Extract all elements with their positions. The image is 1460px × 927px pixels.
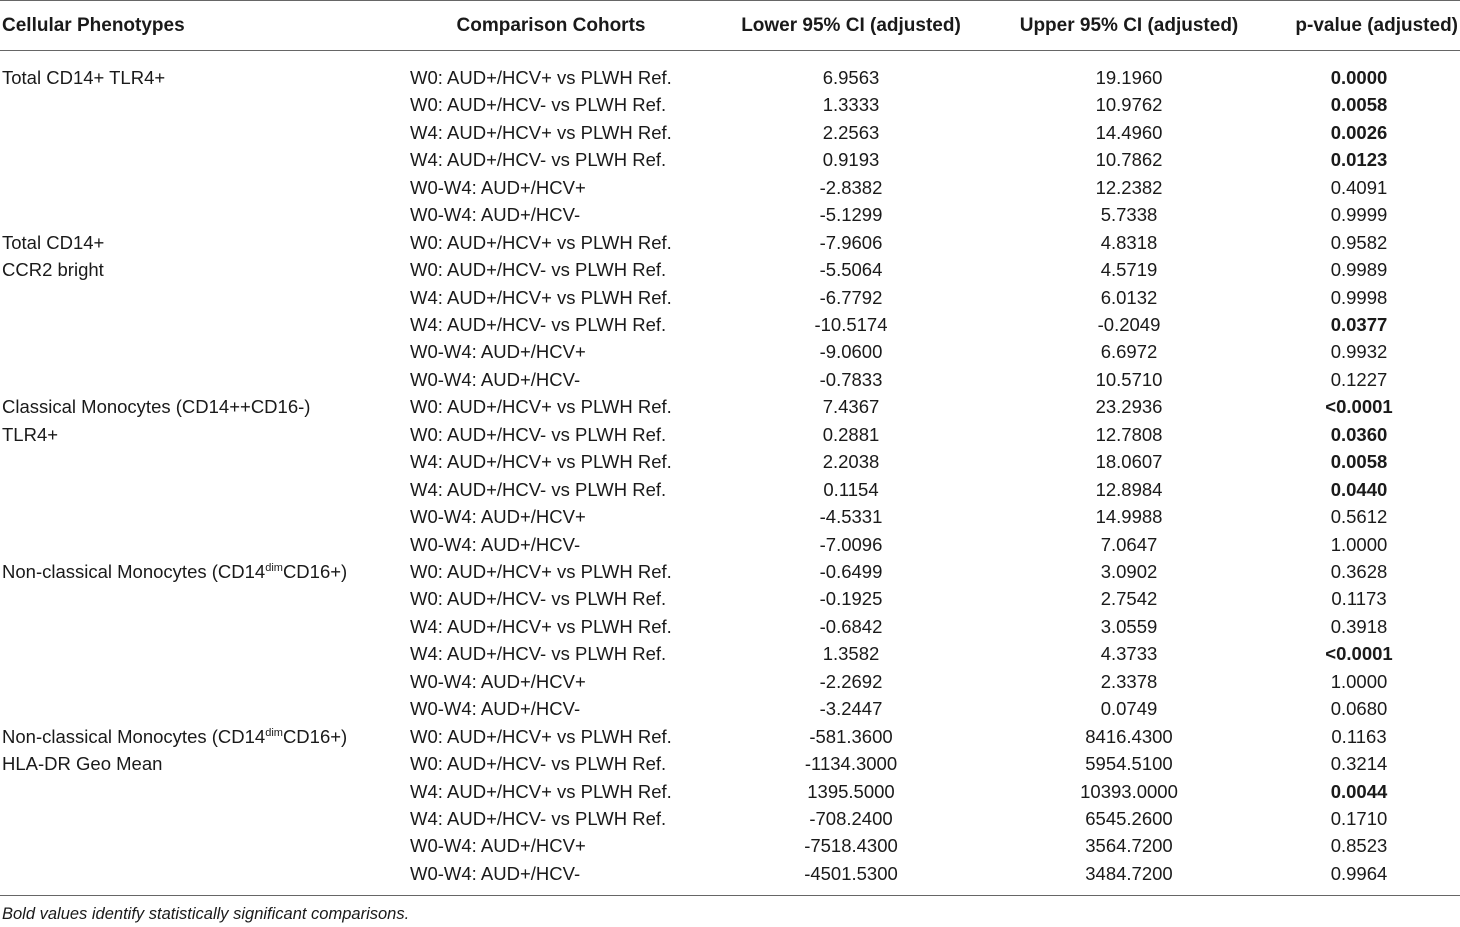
phenotype-text: Total CD14+ TLR4+ — [2, 67, 166, 88]
lower-ci-cell: -5.5064 — [819, 259, 883, 281]
lower-ci-cell: 1.3582 — [822, 643, 880, 665]
pvalue-cell: 0.1710 — [1330, 807, 1388, 829]
pvalue-cell: 0.8523 — [1330, 835, 1388, 857]
cohort-cell: W4: AUD+/HCV- vs PLWH Ref. — [410, 807, 667, 829]
cohort-cell: W0: AUD+/HCV+ vs PLWH Ref. — [410, 67, 672, 88]
table-row — [0, 256, 1460, 283]
phenotype-cell — [0, 256, 400, 283]
lower-ci-cell: 0.1154 — [823, 478, 879, 500]
lower-ci-cell: -708.2400 — [809, 807, 893, 829]
upper-ci-cell: 10.7862 — [1095, 149, 1163, 171]
table-row — [0, 174, 1460, 201]
upper-ci-cell: 3.0559 — [1100, 615, 1158, 637]
phenotype-text: CCR2 bright — [2, 259, 104, 281]
phenotype-cell — [0, 558, 400, 585]
table-row — [0, 311, 1460, 338]
phenotype-cell — [0, 201, 400, 228]
pvalue-cell: <0.0001 — [1325, 396, 1393, 418]
table-row — [0, 119, 1460, 146]
phenotype-cell — [0, 723, 400, 750]
lower-ci-cell: -2.8382 — [819, 176, 883, 198]
cohort-cell: W0-W4: AUD+/HCV- — [410, 533, 581, 555]
upper-ci-cell: -0.2049 — [1097, 313, 1161, 335]
pvalue-cell: 0.0377 — [1330, 313, 1388, 335]
phenotype-cell — [0, 503, 400, 530]
lower-ci-cell: 2.2038 — [822, 451, 880, 473]
phenotype-text: Non-classical Monocytes (CD14 — [2, 560, 266, 582]
lower-ci-cell: -0.6842 — [819, 615, 883, 637]
lower-ci-cell: -581.3600 — [809, 725, 893, 747]
pvalue-cell: 0.9999 — [1330, 204, 1388, 226]
lower-ci-cell: 1.3333 — [822, 94, 880, 116]
upper-ci-cell: 14.4960 — [1095, 121, 1163, 143]
phenotype-cell — [0, 585, 400, 612]
upper-ci-cell: 4.8318 — [1100, 231, 1158, 253]
phenotype-label — [2, 750, 400, 777]
pvalue-cell: 0.5612 — [1330, 506, 1388, 528]
phenotype-cell — [0, 476, 400, 503]
pvalue-cell: 0.4091 — [1330, 176, 1388, 198]
lower-ci-cell: -7.9606 — [819, 231, 883, 253]
phenotype-label — [2, 421, 400, 448]
cohort-cell: W0-W4: AUD+/HCV- — [410, 204, 581, 226]
cohort-cell: W0: AUD+/HCV+ vs PLWH Ref. — [410, 396, 672, 418]
upper-ci-cell: 6.6972 — [1100, 341, 1158, 363]
phenotype-text: Non-classical Monocytes (CD14 — [2, 725, 266, 747]
phenotype-cell — [0, 284, 400, 311]
lower-ci-cell: -0.7833 — [819, 368, 883, 390]
upper-ci-cell: 19.1960 — [1095, 67, 1163, 88]
phenotype-cell — [0, 860, 400, 896]
phenotype-superscript: dim — [265, 561, 283, 574]
pvalue-cell: 0.1173 — [1331, 588, 1387, 610]
pvalue-cell: 0.1163 — [1331, 725, 1387, 747]
phenotype-cell — [0, 695, 400, 722]
table-row — [0, 51, 1460, 92]
cohort-cell: W0: AUD+/HCV- vs PLWH Ref. — [410, 94, 667, 116]
phenotype-text: CD16+) — [282, 725, 348, 747]
pvalue-cell: 0.0123 — [1330, 149, 1388, 171]
cohort-cell: W0-W4: AUD+/HCV+ — [410, 670, 586, 692]
table-row — [0, 146, 1460, 173]
cohort-cell: W0-W4: AUD+/HCV- — [400, 860, 702, 896]
upper-ci-cell: 2.3378 — [1100, 670, 1158, 692]
table-row — [0, 503, 1460, 530]
phenotype-cell — [0, 613, 400, 640]
lower-ci-cell: -5.1299 — [819, 204, 883, 226]
upper-ci-cell: 14.9988 — [1095, 506, 1163, 528]
upper-ci-cell: 10.5710 — [1095, 368, 1163, 390]
upper-ci-cell: 12.2382 — [1095, 176, 1163, 198]
phenotype-cell — [0, 146, 400, 173]
phenotype-cell — [0, 832, 400, 859]
pvalue-cell: 0.9964 — [1258, 860, 1460, 896]
cohort-cell: W0: AUD+/HCV- vs PLWH Ref. — [410, 753, 667, 775]
lower-ci-cell: -4501.5300 — [702, 860, 1000, 896]
cohort-cell: W0-W4: AUD+/HCV- — [410, 698, 581, 720]
cohort-cell: W4: AUD+/HCV+ vs PLWH Ref. — [410, 121, 672, 143]
table-row — [0, 448, 1460, 475]
table-row — [0, 393, 1460, 420]
table-row — [0, 640, 1460, 667]
phenotype-cell — [0, 531, 400, 558]
header-cohorts: Comparison Cohorts — [400, 1, 702, 51]
lower-ci-cell: -1134.3000 — [804, 753, 898, 775]
lower-ci-cell: -7.0096 — [819, 533, 883, 555]
phenotype-cell — [0, 338, 400, 365]
table-row — [0, 805, 1460, 832]
phenotype-label — [2, 558, 400, 585]
table-row — [0, 860, 1460, 896]
upper-ci-cell: 23.2936 — [1095, 396, 1163, 418]
phenotype-superscript: dim — [265, 726, 283, 739]
phenotype-cell — [0, 91, 400, 118]
upper-ci-cell: 18.0607 — [1095, 451, 1163, 473]
phenotype-cell — [0, 174, 400, 201]
upper-ci-cell: 12.8984 — [1095, 478, 1163, 500]
cohort-cell: W0-W4: AUD+/HCV+ — [410, 835, 586, 857]
pvalue-cell: 0.3628 — [1330, 560, 1388, 582]
pvalue-cell: 0.0000 — [1330, 67, 1388, 88]
pvalue-cell: 1.0000 — [1330, 533, 1388, 555]
phenotype-cell — [0, 421, 400, 448]
upper-ci-cell: 5.7338 — [1100, 204, 1158, 226]
pvalue-cell: 0.9998 — [1330, 286, 1388, 308]
upper-ci-cell: 10.9762 — [1095, 94, 1163, 116]
table-row — [0, 695, 1460, 722]
upper-ci-cell: 0.0749 — [1100, 698, 1158, 720]
upper-ci-cell: 6545.2600 — [1085, 807, 1173, 829]
phenotype-cell — [0, 805, 400, 832]
pvalue-cell: 0.9932 — [1330, 341, 1388, 363]
phenotype-cell — [0, 778, 400, 805]
table-row — [0, 585, 1460, 612]
upper-ci-cell: 8416.4300 — [1085, 725, 1173, 747]
table-row — [0, 338, 1460, 365]
cohort-cell: W0: AUD+/HCV- vs PLWH Ref. — [410, 423, 667, 445]
table-row — [0, 832, 1460, 859]
table-row — [0, 91, 1460, 118]
pvalue-cell: 0.0058 — [1330, 451, 1388, 473]
upper-ci-cell: 3484.7200 — [1000, 860, 1258, 896]
upper-ci-cell: 6.0132 — [1100, 286, 1158, 308]
pvalue-cell: 0.3918 — [1330, 615, 1388, 637]
phenotype-text: Total CD14+ — [2, 231, 105, 253]
header-lower-ci: Lower 95% CI (adjusted) — [702, 1, 1000, 51]
pvalue-cell: 0.1227 — [1330, 368, 1388, 390]
table-row — [0, 366, 1460, 393]
phenotype-cell — [0, 668, 400, 695]
lower-ci-cell: 7.4367 — [822, 396, 880, 418]
cohort-cell: W0: AUD+/HCV+ vs PLWH Ref. — [410, 231, 672, 253]
table-row — [0, 201, 1460, 228]
lower-ci-cell: -9.0600 — [819, 341, 883, 363]
phenotype-cell — [0, 640, 400, 667]
phenotype-cell — [0, 51, 400, 92]
phenotype-label — [2, 393, 400, 420]
cohort-cell: W0: AUD+/HCV+ vs PLWH Ref. — [410, 725, 672, 747]
pvalue-cell: 0.9582 — [1330, 231, 1388, 253]
lower-ci-cell: 0.9193 — [822, 149, 880, 171]
table-row — [0, 778, 1460, 805]
phenotype-cell — [0, 119, 400, 146]
cohort-cell: W4: AUD+/HCV- vs PLWH Ref. — [410, 149, 667, 171]
phenotype-text: HLA-DR Geo Mean — [2, 753, 163, 775]
lower-ci-cell: 0.2881 — [822, 423, 880, 445]
table-body — [0, 51, 1460, 896]
phenotype-cell — [0, 393, 400, 420]
cohort-cell: W0: AUD+/HCV- vs PLWH Ref. — [410, 588, 667, 610]
table-row — [0, 421, 1460, 448]
lower-ci-cell: -7518.4300 — [804, 835, 898, 857]
cohort-cell: W0-W4: AUD+/HCV+ — [410, 506, 586, 528]
phenotype-cell — [0, 366, 400, 393]
cohort-cell: W0-W4: AUD+/HCV+ — [410, 176, 586, 198]
cohort-cell: W0: AUD+/HCV+ vs PLWH Ref. — [410, 560, 672, 582]
cohort-cell: W0-W4: AUD+/HCV- — [410, 368, 581, 390]
phenotype-label — [2, 723, 400, 750]
pvalue-cell: 0.0680 — [1330, 698, 1388, 720]
table-row — [0, 613, 1460, 640]
pvalue-cell: 0.0440 — [1330, 478, 1388, 500]
phenotype-text: CD16+) — [282, 560, 348, 582]
upper-ci-cell: 10393.0000 — [1080, 780, 1178, 802]
header-upper-ci: Upper 95% CI (adjusted) — [1000, 1, 1258, 51]
lower-ci-cell: 6.9563 — [822, 67, 880, 88]
table-row — [0, 229, 1460, 256]
header-row — [0, 1, 1460, 51]
phenotype-label — [2, 256, 400, 283]
pvalue-cell: 0.9989 — [1330, 259, 1388, 281]
phenotype-cell — [0, 448, 400, 475]
pvalue-cell: 0.0360 — [1330, 423, 1388, 445]
header-phenotype: Cellular Phenotypes — [0, 1, 400, 51]
phenotype-cell — [0, 750, 400, 777]
pvalue-cell: 0.0044 — [1330, 780, 1388, 802]
table-row — [0, 284, 1460, 311]
cohort-cell: W4: AUD+/HCV- vs PLWH Ref. — [410, 643, 667, 665]
table-row — [0, 558, 1460, 585]
lower-ci-cell: -0.1925 — [819, 588, 883, 610]
upper-ci-cell: 12.7808 — [1095, 423, 1163, 445]
upper-ci-cell: 2.7542 — [1100, 588, 1158, 610]
phenotype-cell — [0, 311, 400, 338]
cohort-cell: W4: AUD+/HCV+ vs PLWH Ref. — [410, 780, 672, 802]
phenotype-cell — [0, 229, 400, 256]
table-row — [0, 723, 1460, 750]
phenotype-text: Classical Monocytes (CD14++CD16-) — [2, 396, 311, 418]
lower-ci-cell: -6.7792 — [819, 286, 883, 308]
upper-ci-cell: 3.0902 — [1100, 560, 1158, 582]
table-footnote: Bold values identify statistically significant comparisons. — [2, 905, 410, 923]
lower-ci-cell: 1395.5000 — [807, 780, 895, 802]
table-row — [0, 476, 1460, 503]
table-row — [0, 750, 1460, 777]
upper-ci-cell: 7.0647 — [1100, 533, 1158, 555]
table-row — [0, 531, 1460, 558]
table-row — [0, 668, 1460, 695]
pvalue-cell: 1.0000 — [1330, 670, 1388, 692]
header-pvalue: p-value (adjusted) — [1258, 1, 1460, 51]
lower-ci-cell: -2.2692 — [819, 670, 883, 692]
lower-ci-cell: 2.2563 — [822, 121, 880, 143]
upper-ci-cell: 5954.5100 — [1085, 753, 1173, 775]
upper-ci-cell: 4.5719 — [1100, 259, 1158, 281]
upper-ci-cell: 3564.7200 — [1085, 835, 1173, 857]
cohort-cell: W0-W4: AUD+/HCV+ — [410, 341, 586, 363]
lower-ci-cell: -3.2447 — [819, 698, 883, 720]
cohort-cell: W4: AUD+/HCV- vs PLWH Ref. — [410, 313, 667, 335]
cohort-cell: W4: AUD+/HCV+ vs PLWH Ref. — [410, 615, 672, 637]
pvalue-cell: <0.0001 — [1325, 643, 1393, 665]
cohort-cell: W4: AUD+/HCV+ vs PLWH Ref. — [410, 286, 672, 308]
phenotype-label — [2, 229, 400, 256]
lower-ci-cell: -10.5174 — [814, 313, 888, 335]
pvalue-cell: 0.0026 — [1330, 121, 1388, 143]
lower-ci-cell: -0.6499 — [819, 560, 883, 582]
lower-ci-cell: -4.5331 — [819, 506, 883, 528]
phenotype-label — [2, 64, 400, 91]
phenotype-text: TLR4+ — [2, 423, 59, 445]
cohort-cell: W0: AUD+/HCV- vs PLWH Ref. — [410, 259, 667, 281]
pvalue-cell: 0.3214 — [1330, 753, 1388, 775]
upper-ci-cell: 4.3733 — [1100, 643, 1158, 665]
cohort-cell: W4: AUD+/HCV- vs PLWH Ref. — [410, 478, 667, 500]
pvalue-cell: 0.0058 — [1330, 94, 1388, 116]
cohort-cell: W4: AUD+/HCV+ vs PLWH Ref. — [410, 451, 672, 473]
